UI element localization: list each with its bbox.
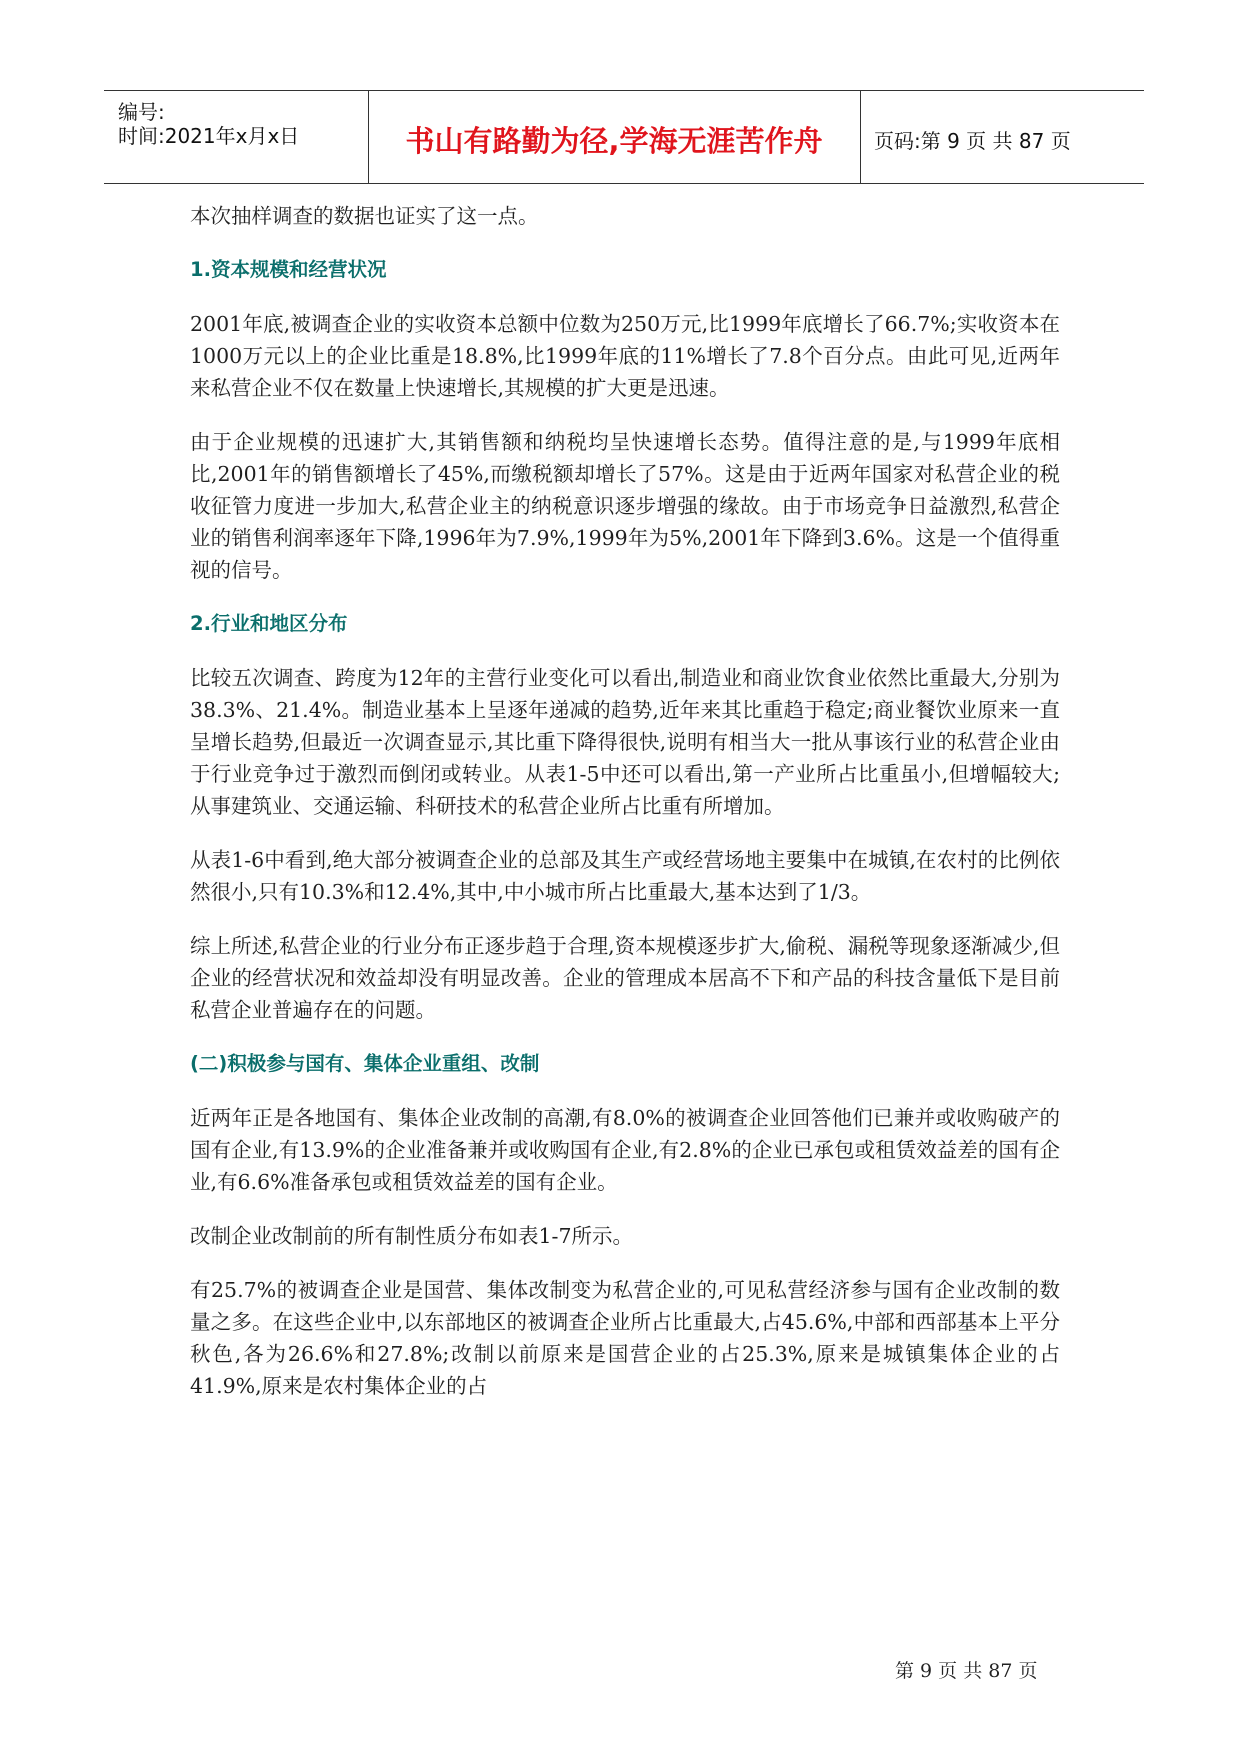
document-body	[190, 200, 1060, 1402]
time-label: 时间:2021年x月x日	[118, 124, 300, 148]
header-motto: 书山有路勤为径,学海无涯苦作舟	[405, 124, 823, 158]
section-heading: 2.行业和地区分布	[190, 612, 348, 635]
section-heading: 1.资本规模和经营状况	[190, 258, 387, 281]
header-middle-cell	[368, 91, 861, 183]
paragraph: 综上所述,私营企业的行业分布正逐步趋于合理,资本规模逐步扩大,偷税、漏税等现象逐渐减少,但企业的经营状况和效益却没有明显改善。企业的管理成本居高不下和产品的科技含量低下是目前私营企业普遍存在的问题。	[190, 934, 1060, 1022]
paragraph: 改制企业改制前的所有制性质分布如表1-7所示。	[190, 1224, 634, 1248]
paragraph: 从表1-6中看到,绝大部分被调查企业的总部及其生产或经营场地主要集中在城镇,在农村的比例依然很小,只有10.3%和12.4%,其中,中小城市所占比重最大,基本达到了1/3。	[190, 848, 1060, 904]
header-left-cell	[104, 91, 369, 183]
section-heading: (二)积极参与国有、集体企业重组、改制	[190, 1052, 540, 1075]
paragraph: 2001年底,被调查企业的实收资本总额中位数为250万元,比1999年底增长了66.7%;实收资本在1000万元以上的企业比重是18.8%,比1999年底的11%增长了7.8个百分点。由此可见,近两年来私营企业不仅在数量上快速增长,其规模的扩大更是迅速。	[190, 312, 1060, 400]
page-header	[104, 90, 1144, 184]
paragraph: 由于企业规模的迅速扩大,其销售额和纳税均呈快速增长态势。值得注意的是,与1999年底相比,2001年的销售额增长了45%,而缴税额却增长了57%。这是由于近两年国家对私营企业的税收征管力度进一步加大,私营企业主的纳税意识逐步增强的缘故。由于市场竞争日益激烈,私营企业的销售利润率逐年下降,1996年为7.9%,1999年为5%,2001年下降到3.6%。这是一个值得重视的信号。	[190, 430, 1060, 582]
paragraph: 有25.7%的被调查企业是国营、集体改制变为私营企业的,可见私营经济参与国有企业改制的数量之多。在这些企业中,以东部地区的被调查企业所占比重最大,占45.6%,中部和西部基本上平分秋色,各为26.6%和27.8%;改制以前原来是国营企业的占25.3%,原来是城镇集体企业的占41.9%,原来是农村集体企业的占	[190, 1278, 1060, 1398]
paragraph: 比较五次调查、跨度为12年的主营行业变化可以看出,制造业和商业饮食业依然比重最大,分别为38.3%、21.4%。制造业基本上呈逐年递减的趋势,近年来其比重趋于稳定;商业餐饮业原来一直呈增长趋势,但最近一次调查显示,其比重下降得很快,说明有相当大一批从事该行业的私营企业由于行业竞争过于激烈而倒闭或转业。从表1-5中还可以看出,第一产业所占比重虽小,但增幅较大;从事建筑业、交通运输、科研技术的私营企业所占比重有所增加。	[190, 666, 1060, 818]
page-footer: 第 9 页 共 87 页	[895, 1660, 1038, 1682]
header-right-cell	[860, 91, 1144, 183]
header-page-number: 页码:第 9 页 共 87 页	[874, 129, 1071, 153]
paragraph: 近两年正是各地国有、集体企业改制的高潮,有8.0%的被调查企业回答他们已兼并或收购破产的国有企业,有13.9%的企业准备兼并或收购国有企业,有2.8%的企业已承包或租赁效益差的国有企业,有6.6%准备承包或租赁效益差的国有企业。	[190, 1106, 1060, 1194]
serial-label: 编号:	[118, 100, 165, 124]
paragraph: 本次抽样调查的数据也证实了这一点。	[190, 204, 539, 228]
